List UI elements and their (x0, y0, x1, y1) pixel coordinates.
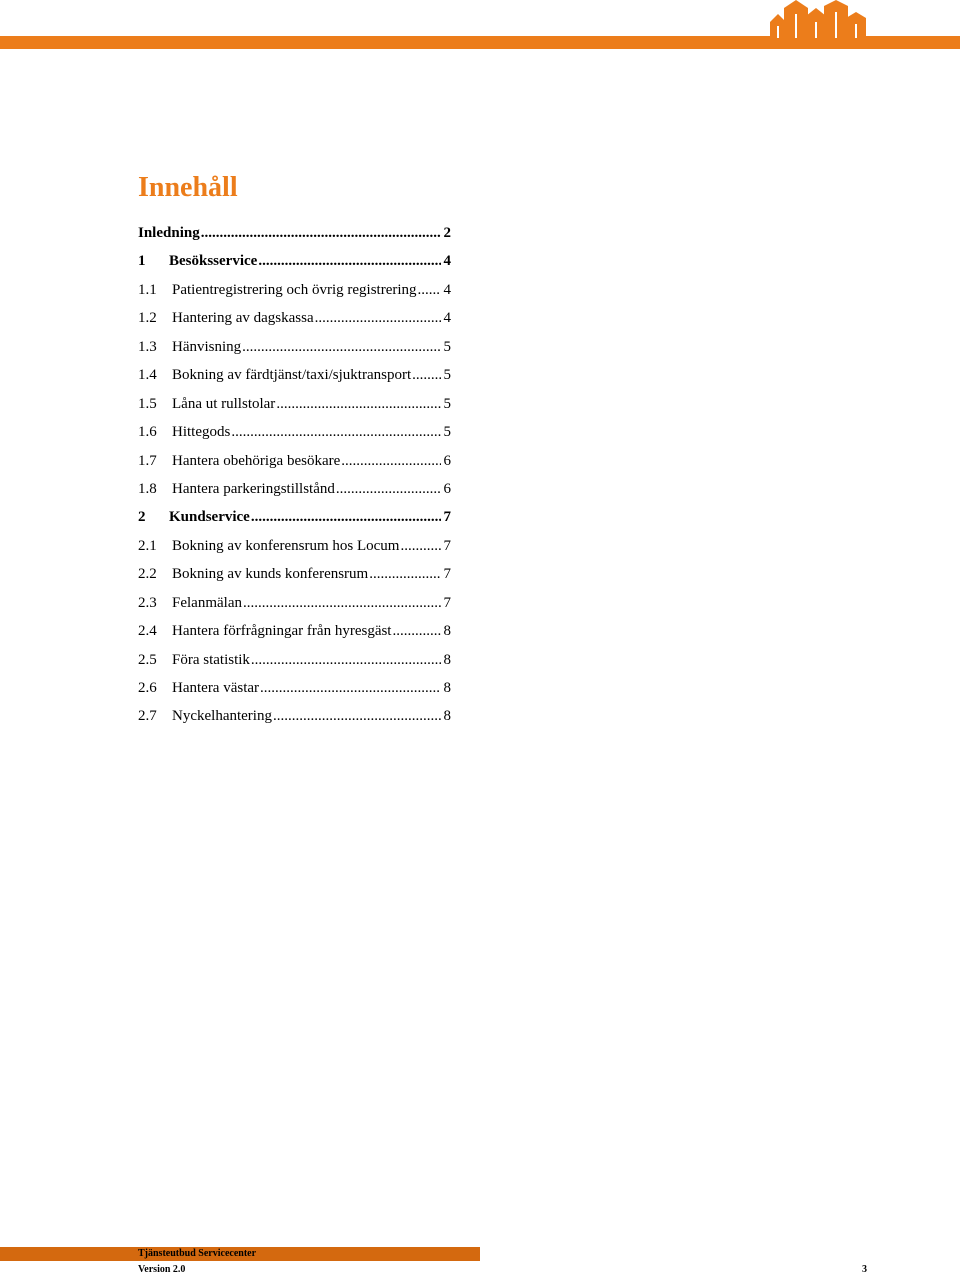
toc-dot-leader (258, 247, 440, 275)
toc-entry-title: Hantera förfrågningar från hyresgäst (172, 623, 392, 640)
toc-entry-page: 8 (443, 651, 451, 668)
toc-dot-leader (231, 418, 440, 446)
toc-dot-leader (418, 276, 441, 304)
toc-entry[interactable] (138, 532, 451, 560)
houses-logo-icon (768, 0, 868, 38)
toc-dot-leader (369, 560, 440, 588)
toc-entry-page: 7 (443, 566, 451, 583)
toc-dot-leader (260, 674, 440, 702)
toc-entry-title: Bokning av kunds konferensrum (172, 566, 369, 583)
toc-dot-leader (276, 390, 440, 418)
toc-entry-number: 1 (138, 253, 146, 270)
footer-title: Tjänsteutbud Servicecenter (138, 1248, 257, 1259)
toc-entry[interactable] (138, 219, 451, 247)
toc-entry-title: Hantera parkeringstillstånd (172, 480, 335, 497)
toc-entry-title: Patientregistrering och övrig registrering (172, 281, 417, 298)
toc-entry-title: Låna ut rullstolar (172, 395, 276, 412)
toc-entry-title: Kundservice (169, 509, 250, 526)
toc-entry-title: Hänvisning (172, 338, 242, 355)
toc-dot-leader (251, 646, 441, 674)
toc-dot-leader (315, 304, 441, 332)
toc-entry[interactable] (138, 361, 451, 389)
toc-entry-number: 2.1 (138, 537, 157, 554)
toc-entry-title: Bokning av färdtjänst/taxi/sjuktransport (172, 367, 412, 384)
toc-entry-title: Inledning (138, 225, 200, 241)
toc-entry-number: 2.3 (138, 594, 157, 611)
toc-entry[interactable] (138, 333, 451, 361)
toc-dot-leader (400, 532, 440, 560)
toc-entry-number: 2.4 (138, 623, 157, 640)
toc-entry[interactable] (138, 702, 451, 730)
toc-dot-leader (201, 219, 441, 247)
toc-entry-title: Hantera västar (172, 680, 260, 696)
toc-entry-number: 2.2 (138, 566, 157, 583)
toc-dot-leader (251, 503, 441, 531)
toc-dot-leader (341, 447, 440, 475)
toc-entry-page: 8 (443, 680, 451, 696)
toc-heading: Innehåll (138, 172, 238, 203)
toc-entry-page: 8 (443, 623, 451, 640)
toc-dot-leader (336, 475, 441, 503)
toc-entry-number: 2.7 (138, 708, 157, 725)
toc-entry-page: 7 (443, 509, 451, 526)
toc-entry-number: 1.4 (138, 367, 157, 384)
toc-entry-number: 1.1 (138, 281, 157, 298)
toc-entry-number: 2 (138, 509, 146, 526)
toc-entry-title: Nyckelhantering (172, 708, 272, 725)
toc-entry[interactable] (138, 390, 451, 418)
toc-entry-number: 2.6 (138, 680, 157, 696)
toc-entry-page: 5 (443, 395, 451, 412)
toc-entry-page: 4 (443, 310, 451, 327)
toc-entry-number: 1.6 (138, 424, 157, 441)
toc-entry[interactable] (138, 589, 451, 617)
toc-entry[interactable] (138, 674, 451, 702)
toc-entry-number: 1.7 (138, 452, 157, 469)
toc-entry[interactable] (138, 304, 451, 332)
toc-dot-leader (273, 702, 441, 730)
footer-version: Version 2.0 (138, 1264, 186, 1275)
toc-entry-page: 5 (443, 338, 451, 355)
toc-entry-title: Hittegods (172, 424, 231, 441)
toc-entry[interactable] (138, 475, 451, 503)
toc-dot-leader (392, 617, 440, 645)
table-of-contents (138, 219, 451, 731)
toc-entry[interactable] (138, 503, 451, 531)
toc-dot-leader (412, 361, 440, 389)
toc-entry-title: Hantering av dagskassa (172, 310, 314, 327)
toc-entry[interactable] (138, 447, 451, 475)
toc-entry-number: 1.3 (138, 338, 157, 355)
toc-entry-title: Felanmälan (172, 594, 242, 611)
toc-entry-title: Bokning av konferensrum hos Locum (172, 537, 400, 554)
toc-entry[interactable] (138, 276, 451, 304)
toc-entry-page: 7 (443, 537, 451, 554)
toc-dot-leader (243, 589, 441, 617)
toc-entry[interactable] (138, 560, 451, 588)
toc-entry-number: 1.5 (138, 395, 157, 412)
toc-entry-number: 1.2 (138, 310, 157, 327)
toc-entry-number: 2.5 (138, 651, 157, 668)
footer-page-number: 3 (862, 1264, 867, 1275)
toc-entry-title: Besöksservice (169, 253, 258, 270)
toc-entry-page: 4 (443, 253, 451, 270)
toc-entry-page: 2 (443, 225, 451, 241)
toc-dot-leader (242, 333, 440, 361)
toc-entry-page: 5 (443, 424, 451, 441)
toc-entry[interactable] (138, 418, 451, 446)
toc-entry[interactable] (138, 247, 451, 275)
toc-entry-title: Föra statistik (172, 651, 250, 668)
toc-entry-number: 1.8 (138, 480, 157, 497)
toc-entry-page: 6 (443, 452, 451, 469)
toc-entry-page: 4 (443, 281, 451, 298)
toc-entry-title: Hantera obehöriga besökare (172, 452, 341, 469)
toc-entry-page: 5 (443, 367, 451, 384)
toc-entry-page: 8 (443, 708, 451, 725)
toc-entry-page: 6 (443, 480, 451, 497)
toc-entry[interactable] (138, 617, 451, 645)
toc-entry-page: 7 (443, 594, 451, 611)
toc-entry[interactable] (138, 646, 451, 674)
